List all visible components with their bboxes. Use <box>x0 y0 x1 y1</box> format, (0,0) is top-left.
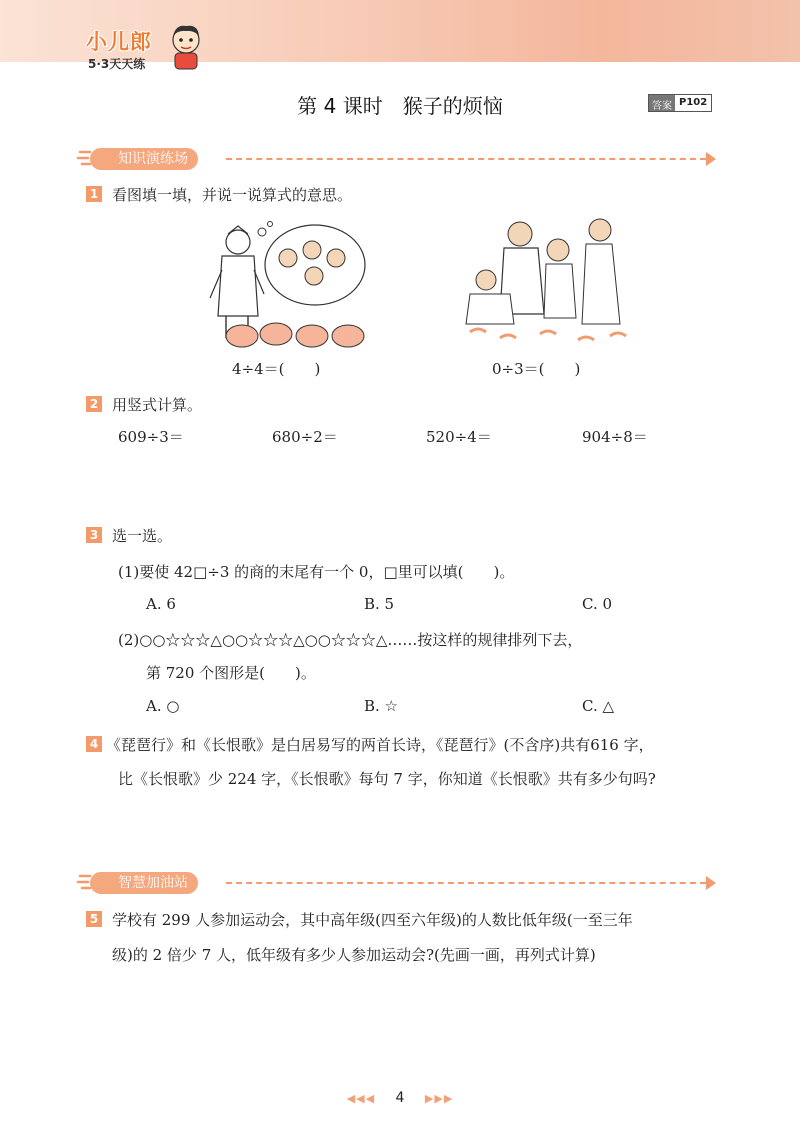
question-number: 5 <box>86 911 102 927</box>
question-number: 4 <box>86 736 102 752</box>
section-banner-practice <box>76 146 716 172</box>
answer-page: P102 <box>675 95 711 111</box>
calc-item: 609÷3＝ <box>118 428 184 446</box>
sub-question-cont: 第 720 个图形是( )。 <box>146 664 316 682</box>
option: B. ☆ <box>364 697 399 715</box>
arrow-right-icon <box>706 152 716 166</box>
calc-item: 904÷8＝ <box>582 428 648 446</box>
next-arrows-icon: ▶▶▶ <box>424 1092 454 1105</box>
option: B. 5 <box>364 595 395 613</box>
question-prompt: 看图填一填，并说一说算式的意思。 <box>112 186 353 204</box>
page-footer <box>0 1090 800 1106</box>
prev-arrows-icon: ◀◀◀ <box>346 1092 376 1105</box>
logo-title: 小儿郎 <box>86 30 152 54</box>
mascot-boy-icon <box>166 22 206 70</box>
option: A. ○ <box>146 697 180 715</box>
lesson-title: 第 4 课时 猴子的烦恼 <box>297 94 503 118</box>
question-number: 3 <box>86 527 102 543</box>
sub-question: (2)○○☆☆☆△○○☆☆☆△○○☆☆☆△……按这样的规律排列下去， <box>118 631 583 649</box>
question-text: 学校有 299 人参加运动会，其中高年级(四至六年级)的人数比低年级(一至三年 <box>112 911 633 929</box>
calc-item: 520÷4＝ <box>426 428 492 446</box>
question-prompt: 用竖式计算。 <box>112 396 203 414</box>
page-number: 4 <box>395 1090 405 1106</box>
section-title-practice: 知识演练场 <box>90 148 198 170</box>
option: C. △ <box>582 697 615 715</box>
expression-right: 0÷3＝( ) <box>492 360 581 378</box>
calc-item: 680÷2＝ <box>272 428 338 446</box>
arrow-right-icon <box>706 876 716 890</box>
answer-label: 答案 <box>649 95 675 111</box>
section-title-boost: 智慧加油站 <box>90 872 198 894</box>
section-banner-boost <box>76 870 716 896</box>
sub-question: (1)要使 42□÷3 的商的末尾有一个 0，□里可以填( )。 <box>118 563 515 581</box>
dashed-divider <box>226 158 706 160</box>
question-number: 1 <box>86 186 102 202</box>
question-text-cont: 比《长恨歌》少 224 字，《长恨歌》每句 7 字，你知道《长恨歌》共有多少句吗? <box>118 770 656 788</box>
monkey-illustration-right <box>460 214 640 354</box>
monkey-illustration-left <box>200 220 370 350</box>
question-text: 《琵琶行》和《长恨歌》是白居易写的两首长诗，《琵琶行》(不含序)共有616 字， <box>106 736 654 754</box>
question-text-cont: 级)的 2 倍少 7 人，低年级有多少人参加运动会?(先画一画，再列式计算) <box>112 946 596 964</box>
expression-left: 4÷4＝( ) <box>232 360 321 378</box>
option: C. 0 <box>582 595 613 613</box>
answer-badge <box>648 94 712 112</box>
logo-subtitle: 5·3天天练 <box>88 57 146 71</box>
question-number: 2 <box>86 396 102 412</box>
option: A. 6 <box>146 595 176 613</box>
dashed-divider <box>226 882 706 884</box>
question-prompt: 选一选。 <box>112 527 173 545</box>
